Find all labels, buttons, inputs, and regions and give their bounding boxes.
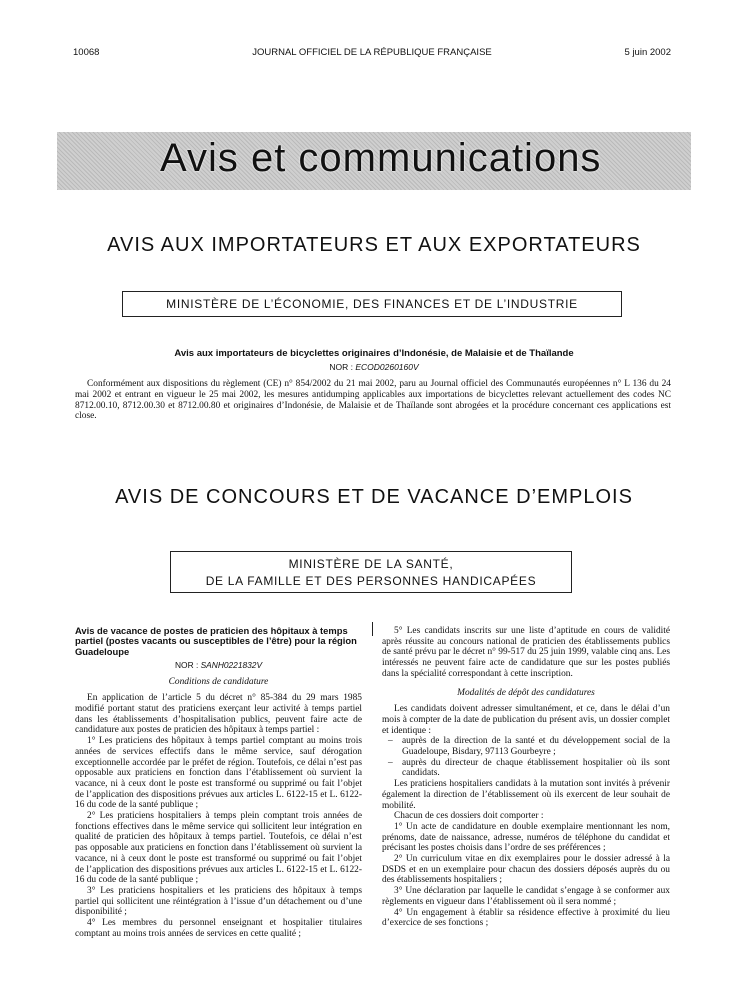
column-divider — [372, 622, 373, 636]
paragraph: En application de l’article 5 du décret n° 85-384 du 29 mars 1985 modifié portant statut des praticiens exerçant leur activité à temps partiel dans les établissements d’hospitalisation publics, peuvent faire acte de candidature aux postes de praticien des hôpitaux à temps partiel : — [75, 693, 362, 736]
nor-code: SANH0221832V — [200, 659, 263, 670]
paragraph: 2° Les praticiens hospitaliers à temps plein comptant trois années de fonctions effectives dans le même service qui sollicitent leur intégration en qualité de praticien des hôpitaux à temps partiel. Toutefois, ce délai n’est pas opposable aux praticiens en fonction dans l’établissement où survient la vacance, ni à ceux dont le poste est transformé ou supprimé ou fait l’objet de l’application des dispositions prévues aux articles L. 6122-15 et L. 6122-16 du code de la santé publique ; — [75, 811, 362, 886]
paragraph: 3° Une déclaration par laquelle le candidat s’engage à se conformer aux règlements en vigueur dans l’établissement où il sera nommé ; — [382, 886, 670, 907]
paragraph: 5° Les candidats inscrits sur une liste d’aptitude en cours de validité après réussite au concours national de praticien des établissements publics de santé prévu par le décret n° 99-517 du 25 juin 1999, valable cinq ans. Les intéressés ne peuvent faire acte de candidature que sur les postes publiés dans la spécialité correspondant à cette inscription. — [382, 626, 670, 679]
ministry-box-sante — [170, 551, 572, 593]
paragraph: 2° Un curriculum vitae en dix exemplaires pour le dossier adressé à la DSDS et en un exemplaire pour chacun des dossiers déposés auprès du ou des établissements hospitaliers ; — [382, 854, 670, 886]
ministry-line-2: DE LA FAMILLE ET DES PERSONNES HANDICAPÉES — [205, 574, 537, 588]
paragraph: 3° Les praticiens hospitaliers et les praticiens des hôpitaux à temps partiel qui sollicitent une réintégration à l’issue d’un détachement ou d’une disponibilité ; — [75, 885, 362, 918]
banner-title: Avis et communications — [160, 136, 602, 180]
section-heading-concours: AVIS DE CONCOURS ET DE VACANCE D’EMPLOIS — [115, 486, 633, 508]
subheading-modalites: Modalités de dépôt des candidatures — [457, 687, 595, 698]
journal-title: JOURNAL OFFICIEL DE LA RÉPUBLIQUE FRANÇAISE — [252, 47, 492, 58]
paragraph: Les praticiens hospitaliers candidats à la mutation sont invités à prévenir également la direction de l’établissement où ils exercent de leur souhait de mobilité. — [382, 779, 670, 811]
left-column — [75, 626, 362, 939]
subheading-conditions: Conditions de candidature — [168, 676, 269, 687]
nor-label: NOR : — [175, 659, 199, 670]
right-column — [382, 626, 670, 929]
list-item — [382, 736, 670, 757]
ministry-line-1: MINISTÈRE DE LA SANTÉ, — [288, 557, 454, 571]
nor-label: NOR : — [329, 362, 353, 372]
list-item-text: auprès de la direction de la santé et du développement social de la Guadeloupe, Bisdary, 97113 Gourbeyre ; — [402, 736, 670, 758]
paragraph: Les candidats doivent adresser simultanément, et ce, dans le délai d’un mois à compter de la date de publication du présent avis, un dossier complet et identique : — [382, 704, 670, 736]
dash-marker: – — [388, 757, 393, 768]
issue-date: 5 juin 2002 — [624, 47, 671, 58]
page-number: 10068 — [73, 47, 100, 58]
ministry-name: MINISTÈRE DE L’ÉCONOMIE, DES FINANCES ET DE L’INDUSTRIE — [166, 297, 578, 311]
page-header — [73, 47, 671, 61]
list-item-text: auprès du directeur de chaque établissement hospitalier où ils sont candidats. — [402, 757, 670, 779]
paragraph: 4° Un engagement à établir sa résidence effective à proximité du lieu d’exercice de ses fonctions ; — [382, 907, 670, 929]
paragraph: 4° Les membres du personnel enseignant et hospitalier titulaires comptant au moins trois années de services en cette qualité ; — [75, 918, 362, 939]
notice-title-bicycles: Avis aux importateurs de bicyclettes originaires d’Indonésie, de Malaisie et de Thaïlande — [174, 348, 574, 359]
paragraph: 1° Les praticiens des hôpitaux à temps partiel comptant au moins trois années de services effectifs dans le même service, sauf dérogation exceptionnelle accordée par le préfet de région. Toutefois, ce délai n’est pas opposable aux praticiens en fonction dans l’établissement où survient la vacance, ni à ceux dont le poste est transformé ou supprimé ou fait l’objet de l’application des dispositions prévues aux articles L. 6122-15 et L. 6122-16 du code de la santé publique ; — [75, 736, 362, 811]
nor-code: ECOD0260160V — [355, 362, 419, 372]
notice-title-vacance: Avis de vacance de postes de praticien des hôpitaux à temps partiel (postes vacants ou susceptibles de l’être) pour la région Guadeloupe — [75, 625, 357, 657]
paragraph: 1° Un acte de candidature en double exemplaire mentionnant les nom, prénoms, date de naissance, adresse, numéros de téléphone du candidat et précisant les postes choisis dans l’ordre de ses préférences ; — [382, 821, 670, 854]
notice-body: Conformément aux dispositions du règlement (CE) n° 854/2002 du 21 mai 2002, paru au Journal officiel des Communautés européennes n° L 136 du 24 mai 2002 et entrant en vigueur le 25 mai 2002, les mesures antidumping applicables aux importations de bicyclettes relevant actuellement des codes NC 8712.00.10, 8712.00.30 et 8712.00.80 et originaires d’Indonésie, de Malaisie et de Thaïlande sont abrogées et la procédure concernant ces applications est close. — [75, 379, 671, 422]
nor-reference — [20, 362, 728, 372]
paragraph: Chacun de ces dossiers doit comporter : — [394, 811, 544, 822]
ministry-box-economy — [122, 291, 622, 317]
nor-reference-sante — [75, 660, 362, 671]
section-heading-import-export: AVIS AUX IMPORTATEURS ET AUX EXPORTATEURS — [107, 234, 641, 256]
dash-marker: – — [388, 736, 393, 747]
list-item — [382, 758, 670, 779]
